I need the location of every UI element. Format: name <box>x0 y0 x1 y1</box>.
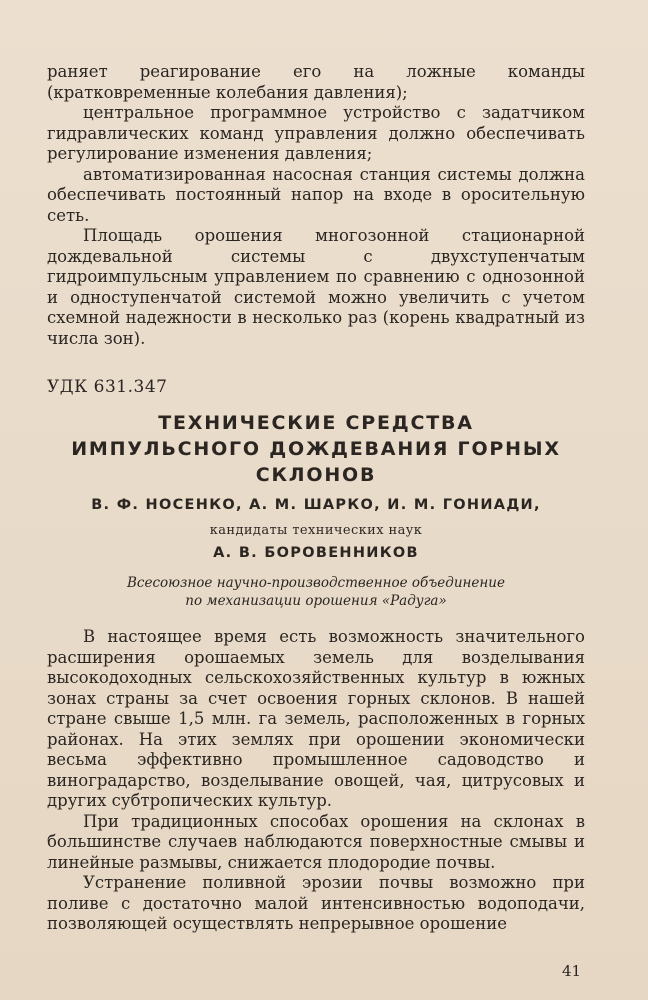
udk-code: УДК 631.347 <box>47 377 168 397</box>
paragraph: Устранение поливной эрозии почвы возможно при поливе с достаточно малой интенсивностью водоподачи, позволяющей осуществлять непрерывное орошение <box>47 873 585 933</box>
article-title <box>47 410 585 488</box>
paragraph: центральное программное устройство с задатчиком гидравлических команд управления должно обеспечивать регулирование изменения давления; <box>47 103 585 163</box>
org-line: Всесоюзное научно-производственное объединение <box>127 575 505 591</box>
org-line: по механизации орошения «Радуга» <box>185 593 447 609</box>
title-line: СКЛОНОВ <box>255 464 377 486</box>
authors: В. Ф. НОСЕНКО, А. М. ШАРКО, И. М. ГОНИАДИ, <box>91 497 541 513</box>
paragraph: автоматизированная насосная станция системы должна обеспечивать постоянный напор на входе в оросительную сеть. <box>47 164 585 225</box>
top-text-block <box>47 62 585 349</box>
title-line: ИМПУЛЬСНОГО ДОЖДЕВАНИЯ ГОРНЫХ <box>71 438 561 460</box>
author-second: А. В. БОРОВЕННИКОВ <box>213 545 419 561</box>
page-number: 41 <box>562 962 582 980</box>
title-line: ТЕХНИЧЕСКИЕ СРЕДСТВА <box>158 412 474 434</box>
paragraph: Площадь орошения многозонной стационарной дождевальной системы с двухступенчатым гидроимпульсным управлением по сравнению с однозонной и одноступенчатой системой можно увеличить с учетом схемной надежности в несколько раз (корень квадратный из числа зон). <box>47 226 585 348</box>
article-body <box>47 627 585 935</box>
paragraph: раняет реагирование его на ложные команды (кратковременные колебания давления); <box>47 62 585 102</box>
paragraph: При традиционных способах орошения на склонах в большинстве случаев наблюдаются поверхностные смывы и линейные размывы, снижается плодородие почвы. <box>47 811 585 872</box>
organization <box>47 574 585 610</box>
paragraph: В настоящее время есть возможность значительного расширения орошаемых земель для возделывания высокодоходных сельскохозяйственных культур в южных зонах страны за счет освоения горных склонов. В нашей стране свыше 1,5 млн. га земель, расположенных в горных районах. На этих землях при орошении экономически весьма эффективно промышленное садоводство и виноградарство, возделывание овощей, чая, цитрусовых и других субтропических культур. <box>47 627 585 810</box>
author-degree: кандидаты технических наук <box>209 523 423 538</box>
